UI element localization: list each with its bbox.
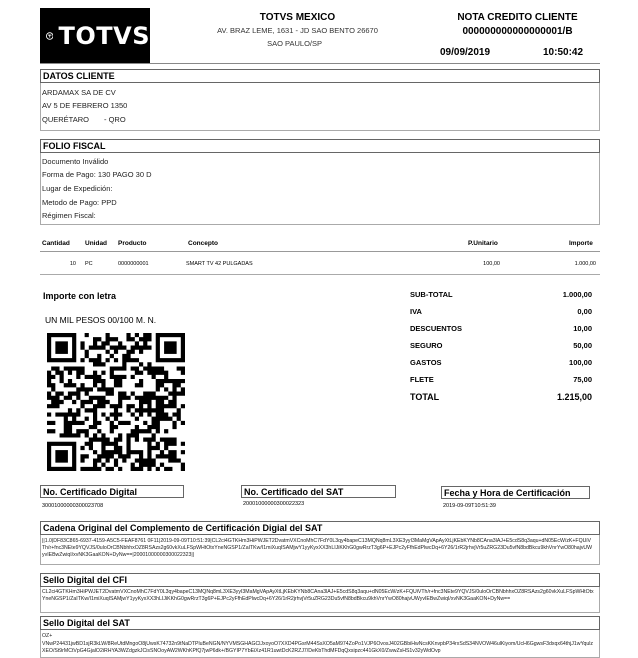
folio-status: Documento Inválido: [42, 157, 109, 166]
cell-qty: 10: [69, 261, 76, 267]
total-value: 75,00: [573, 375, 592, 384]
document-title: NOTA CREDITO CLIENTE: [457, 12, 578, 23]
cell-concept: SMART TV 42 PULGADAS: [186, 261, 253, 267]
col-header-product: Producto: [118, 240, 147, 247]
col-header-qty: Cantidad: [42, 240, 70, 247]
company-city: SAO PAULO/SP: [267, 39, 322, 48]
logo-text: TOTVS: [58, 21, 150, 50]
qr-code: [47, 333, 185, 471]
document-number: 000000000000000001/B: [462, 26, 573, 37]
total-value: 0,00: [577, 307, 592, 316]
folio-payment-form: Forma de Pago: 130 PAGO 30 D: [42, 170, 152, 179]
company-name: TOTVS MEXICO: [259, 12, 336, 23]
client-street: AV 5 DE FEBRERO 1350: [42, 101, 128, 110]
amount-words-text: UN MIL PESOS 00/100 M. N.: [45, 315, 157, 325]
digital-cert-value: 30001000000300023708: [42, 503, 104, 509]
cadena-title: Cadena Original del Complemento de Certificación Digial del SAT: [40, 521, 600, 535]
header-divider: [40, 63, 600, 64]
col-header-unit-price: P.Unitario: [468, 240, 498, 247]
total-label: DESCUENTOS: [410, 324, 462, 333]
table-header-divider: [40, 251, 600, 252]
document-time: 10:50:42: [543, 47, 584, 58]
folio-regime: Régimen Fiscal:: [42, 211, 96, 220]
folio-section-title: FOLIO FISCAL: [40, 139, 600, 153]
folio-payment-method: Metodo de Pago: PPD: [42, 198, 117, 207]
client-city: QUERÉTARO: [42, 115, 89, 124]
client-name: ARDAMAX SA DE CV: [42, 88, 116, 97]
total-value: 50,00: [573, 341, 592, 350]
cell-product: 0000000001: [118, 261, 149, 267]
total-label: FLETE: [410, 375, 434, 384]
sello-sat-line1: OZ+: [42, 633, 53, 639]
client-section-title: DATOS CLIENTE: [40, 69, 600, 83]
total-value: 1.215,00: [556, 392, 592, 402]
cert-date-value: 2019-09-09T10:51:39: [443, 503, 496, 509]
folio-place: Lugar de Expedición:: [42, 184, 113, 193]
total-value: 100,00: [569, 358, 592, 367]
total-label: TOTAL: [410, 392, 440, 402]
total-label: GASTOS: [410, 358, 442, 367]
sello-sat-title: Sello Digital del SAT: [40, 616, 600, 630]
sello-cfi-title: Sello Digital del CFI: [40, 573, 600, 587]
col-header-unit: Unidad: [85, 240, 108, 247]
total-value: 1.000,00: [562, 290, 592, 299]
cadena-text: ||1.0|DF83C865-6937-4159-A5C5-FEAF8761 0F11|2019-09-09T10:51:39|CL2ci4GTKHm3HiPWJET2DvatmVXCnoMhC7FdY0L3qy4bapeC13MQNq8mL3XE3yyI3MaMgVApAyXtLjKEbKYNb8CAna3lAJ+E5cdS8q3aqu+dN05EcW/zK+FQUiVTh/r+fnc3NEte9YQVJS/0uloOrCBNbhhxOZ8RSAzs2g60vkXuLFSpWHtOtxYneNGSP1/ZaITKw/I1miXuqISAMjwY1yyKyxXX3hLIJiKKhG0gwRrzT3g6P+EJPc2yFfhEdPlwcDq+6Y26/1rR2jrhvjVr5uZRG23Du5vfN8bdBkcu9khVnrYwO80hajvUWyvIEBwZwiqI/xvNK3GaaKON+DyNw==|20001000000300022323||: [42, 538, 593, 558]
total-label: IVA: [410, 307, 422, 316]
amount-words-title: Importe con letra: [43, 291, 117, 301]
cell-unit: PC: [85, 261, 93, 267]
sat-cert-value: 20001000000300022323: [243, 501, 305, 507]
cell-amount: 1.000,00: [574, 261, 596, 267]
cell-unit-price: 100,00: [483, 261, 500, 267]
totvs-logo-icon: [46, 19, 53, 53]
total-value: 10,00: [573, 324, 592, 333]
total-label: SUB-TOTAL: [410, 290, 453, 299]
client-state: - QRO: [104, 115, 126, 124]
sat-cert-title: No. Certificado del SAT: [241, 485, 396, 498]
sello-sat-line2: VNwP24431jwBD1sjR3kLW/8ReUtdMngoO8jUwsK74732n9tNaDTPluBeNGN/NYVMSGHAGClJxoyoO7XXD4PGsrM44SsXO5aM974ZoPo1VJP6OvosJ402GBbiHwNcsKKnvpbP34rxSdS34NVOW46ulKiyom/UcH6GgwsF3dxqx64thjJ1wYqulzXEO/St9rMCtVpG4GjalO2iRHYA3WZdgzkJCisSNOoyAW2WKhKPfQ7jwP6dk+/BGYIP7YbEiXz41R1uwtDcK2RZJ7/DeKbThdMFDqQxsipzc441GkX0/ZwwZsHS1v32yWdOvp: [42, 641, 593, 654]
cert-date-title: Fecha y Hora de Certificación: [441, 486, 590, 499]
company-logo: [40, 8, 150, 63]
document-date: 09/09/2019: [440, 47, 491, 58]
digital-cert-title: No. Certificado Digital: [40, 485, 184, 498]
table-bottom-divider: [40, 274, 600, 275]
sello-cfi-text: CL2ci4GTKHm3HiPWJET2DvatmVXCnoMhC7FdY0L3qy4bapeC13MQNq8mL3XE3yyI3MaMgVApAyXtLjKEbKYNb8CAna3lAJ+E5cdS8q3aqu+dN05EcW/zK+FQUiVTh/r+fnc3NEte9YQVJS/0uloOrCBNbhhxOZ8RSAzs2g60vkXuLFSpWHtOtxYneNGSP1/ZaITKw/I1miXuqISAMjwY1yyKyxXX3hLIJiKKhG0gwRrzT3g6P+EJPc2yFfhEdPlwcDq+6Y26/1rR2jrhvjVr5uZRG23Du5vfN8bdBkcu9khVnrYwO80hajvUWyvIEBwZwiqI/xvNK3GaaKON+DyNw==: [42, 589, 594, 602]
col-header-concept: Concepto: [188, 240, 218, 247]
company-address: AV. BRAZ LEME, 1631 - JD SAO BENTO 26670: [217, 26, 378, 35]
col-header-amount: Importe: [569, 240, 593, 247]
total-label: SEGURO: [410, 341, 443, 350]
